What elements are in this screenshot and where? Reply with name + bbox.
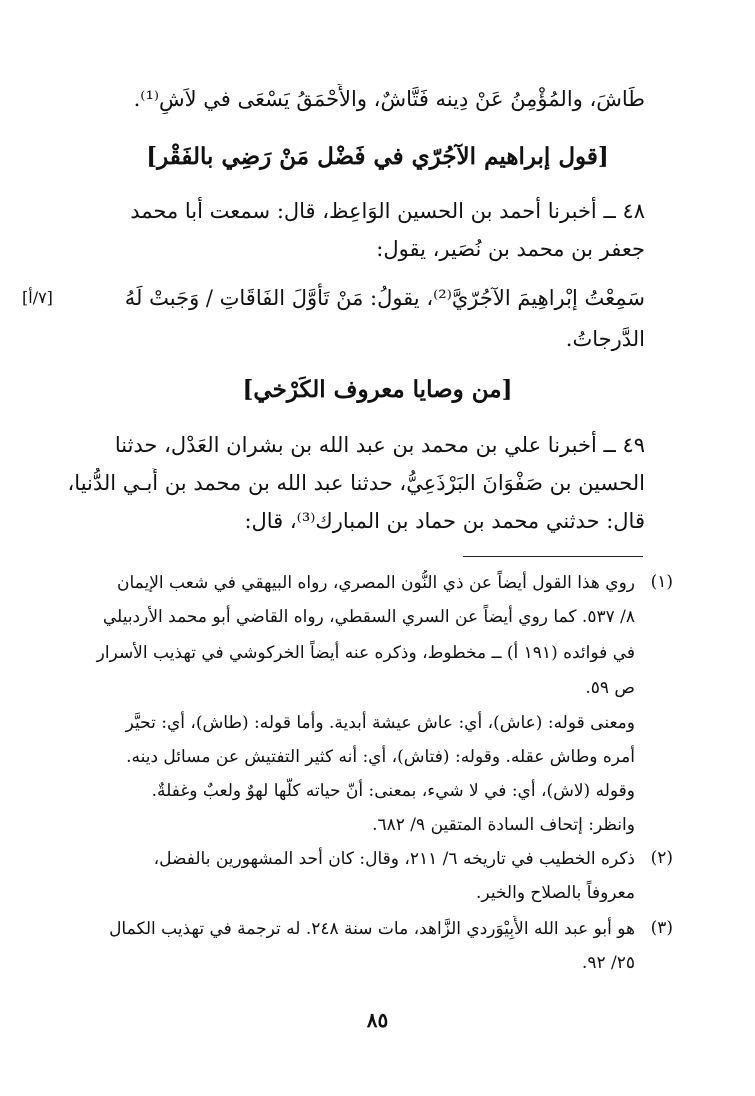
footnote-1-number: (١)	[650, 572, 673, 592]
footnote-3-number: (٣)	[650, 918, 673, 938]
footnote-1-line-6: أمره وطاش عقله. وقوله: (فتاش)، أي: أنه كثير التفتيش عن مسائل دينه.	[126, 747, 635, 767]
paragraph-49-line-2: الحسين بن صَفْوَانَ البَرْذَعِيُّ، حدثنا عبد الله بن محمد بن أَبـي الدُّنيا،	[67, 471, 645, 495]
paragraph-49-line-3: قال: حدثني محمد بن حماد بن المبارك⁽³⁾، قال:	[244, 509, 645, 533]
footnote-1-line-7: وقوله (لاش)، أي: في لا شيء، بمعنى: أنّ حياته كلّها لهوٌ ولعبٌ وغفلةٌ.	[151, 781, 635, 801]
page-number: ٨٥	[366, 1008, 389, 1032]
paragraph-48-line-3: سَمِعْتُ إبْراهِيمَ الآجُرّيَّ⁽²⁾، يقولُ: مَنْ تَأَوَّلَ الفَاقَاتِ / وَجَبتْ لَهُ	[124, 286, 645, 310]
footnote-1-line-8: وانظر: إتحاف السادة المتقين ٩/ ٦٨٢.	[372, 815, 635, 835]
manuscript-folio-marker: [٧/أ]	[22, 288, 53, 307]
footnote-3-line-1: هو أبو عبد الله الأَبِيْوَردي الزَّاهد، مات سنة ٢٤٨. له ترجمة في تهذيب الكمال	[109, 919, 635, 939]
footnote-2-number: (٢)	[650, 848, 673, 868]
paragraph-48-line-1: ٤٨ ــ أخبرنا أحمد بن الحسين الوَاعِظ، قال: سمعت أبا محمد	[130, 199, 645, 223]
footnote-2-line-2: معروفاً بالصلاح والخير.	[476, 883, 635, 903]
footnote-1-line-1: روي هذا القول أيضاً عن ذي النُّون المصري، رواه البيهقي في شعب الإيمان	[117, 573, 635, 593]
paragraph-48-line-2: جعفر بن محمد بن نُصَير، يقول:	[376, 237, 645, 261]
section-heading-1: [قول إبراهيم الآجُرّي في فَضْل مَنْ رَضِي بالفَقْر]	[146, 143, 609, 170]
footnote-3-line-2: ٢٥/ ٩٢.	[581, 953, 635, 973]
footnote-1-line-4: ص ٥٩.	[585, 678, 635, 698]
body-line-1: طَاشَ، والمُؤْمِنُ عَنْ دِينه فَتَّاشٌ، والأَحْمَقُ يَسْعَى في لاَشٍ⁽¹⁾.	[133, 87, 645, 111]
footnote-1-line-5: ومعنى قوله: (عاش)، أي: عاش عيشة أبدية. وأما قوله: (طاش)، أي: تحيَّر	[125, 713, 635, 733]
footnote-1-line-2: ٨/ ٥٣٧. كما روي أيضاً عن السري السقطي، رواه القاضي أبو محمد الأردبيلي	[102, 607, 635, 627]
footnote-separator	[463, 556, 643, 557]
paragraph-49-line-1: ٤٩ ــ أخبرنا علي بن محمد بن عبد الله بن بشران العَدْل، حدثنا	[114, 433, 645, 457]
section-heading-2: [من وصايا معروف الكَرْخي]	[242, 376, 513, 403]
paragraph-48-line-4: الدَّرجاتُ.	[565, 327, 645, 351]
footnote-2-line-1: ذكره الخطيب في تاريخه ٦/ ٢١١، وقال: كان أحد المشهورين بالفضل،	[153, 849, 635, 869]
footnote-1-line-3: في فوائده (١٩١ أ) ــ مخطوط، وذكره عنه أيضاً الخركوشي في تهذيب الأسرار	[96, 643, 635, 663]
